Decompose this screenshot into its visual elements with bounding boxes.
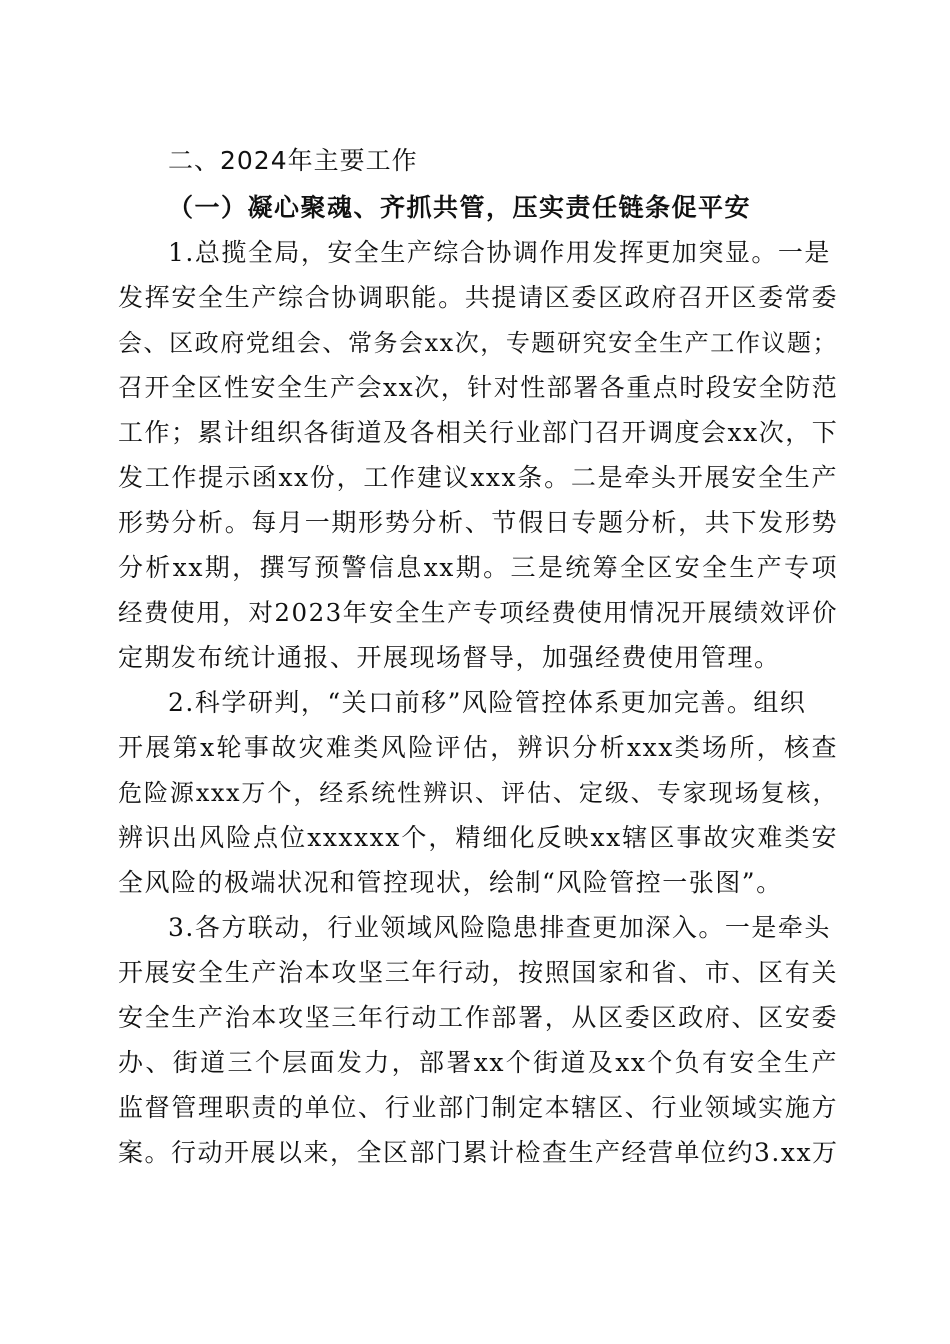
text-line: 3.各方联动，行业领域风险隐患排查更加深入。一是牵头 xyxy=(168,913,831,942)
text-line: 全风险的极端状况和管控现状，绘制“风险管控一张图”。 xyxy=(118,868,783,897)
text-line: 危险源xxx万个，经系统性辨识、评估、定级、专家现场复核， xyxy=(118,779,838,807)
text-line: 分析xx期，撰写预警信息xx期。三是统筹全区安全生产专项 xyxy=(118,553,838,582)
text-line: 开展安全生产治本攻坚三年行动，按照国家和省、市、区有关 xyxy=(118,958,838,987)
text-line: 会、区政府党组会、常务会xx次，专题研究安全生产工作议题； xyxy=(118,329,838,357)
text-line: 召开全区性安全生产会xx次，针对性部署各重点时段安全防范 xyxy=(118,373,839,402)
text-line: 1.总揽全局，安全生产综合协调作用发挥更加突显。一是 xyxy=(168,238,831,267)
text-line: 经费使用，对2023年安全生产专项经费使用情况开展绩效评价 xyxy=(118,598,838,627)
section-heading: 二、2024年主要工作 xyxy=(168,146,418,175)
text-line: 辨识出风险点位xxxxxx个，精细化反映xx辖区事故灾难类安 xyxy=(118,823,838,852)
text-line: 监督管理职责的单位、行业部门制定本辖区、行业领域实施方 xyxy=(118,1093,838,1122)
subsection-heading: （一）凝心聚魂、齐抓共管，压实责任链条促平安 xyxy=(168,193,752,222)
text-line: 形势分析。每月一期形势分析、节假日专题分析，共下发形势 xyxy=(118,508,838,537)
text-line: 案。行动开展以来，全区部门累计检查生产经营单位约3.xx万 xyxy=(118,1138,839,1167)
text-line: 发挥安全生产综合协调职能。共提请区委区政府召开区委常委 xyxy=(118,283,838,312)
text-line: 发工作提示函xx份，工作建议xxx条。二是牵头开展安全生产 xyxy=(118,463,838,492)
text-line: 安全生产治本攻坚三年行动工作部署，从区委区政府、区安委 xyxy=(118,1003,838,1032)
text-line: 2.科学研判，“关口前移”风险管控体系更加完善。组织 xyxy=(168,688,807,717)
text-line: 工作；累计组织各街道及各相关行业部门召开调度会xx次，下 xyxy=(118,418,839,447)
text-line: 开展第x轮事故灾难类风险评估，辨识分析xxx类场所，核查 xyxy=(118,733,838,762)
text-line: 办、街道三个层面发力，部署xx个街道及xx个负有安全生产 xyxy=(118,1048,838,1077)
text-line: 定期发布统计通报、开展现场督导，加强经费使用管理。 xyxy=(118,643,781,672)
